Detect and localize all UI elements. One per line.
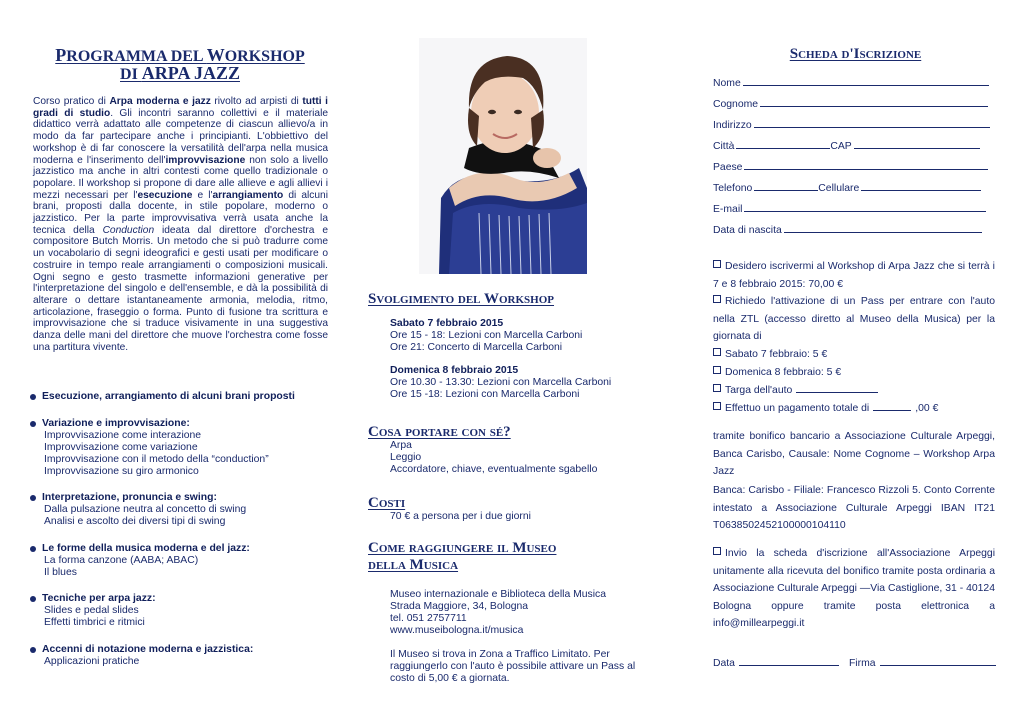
program-item-title: Esecuzione, arrangiamento di alcuni brani proposti [42, 391, 295, 402]
field-label: CAP [830, 141, 852, 152]
checkbox-icon[interactable] [713, 366, 721, 374]
checkbox-icon[interactable] [713, 402, 721, 410]
intro-text: . Gli incontri saranno collettivi e il materiale didattico verrà adattato alle competenze di ciascun allievo/a in modo da far partecipare anche i principianti. L'obbiettivo del workshop è di far conoscere la versatilità dell'arpa nella musica moderna e l'inserimento dell' [33, 107, 328, 166]
field-label: E-mail [713, 204, 743, 215]
phone-input-line[interactable] [754, 181, 818, 191]
title-text: ARPA JAZZ [141, 63, 240, 83]
field-label: Data di nascita [713, 225, 782, 236]
email-input-line[interactable] [744, 202, 986, 212]
option-text: Effettuo un pagamento totale di [725, 403, 870, 414]
museum-address [390, 589, 675, 637]
schedule-line: Ore 15 - 18: Lezioni con Marcella Carboni [390, 330, 583, 341]
program-item [30, 391, 330, 403]
schedule-heading: Svolgimento del Workshop [368, 291, 555, 307]
schedule-line: Ore 21: Concerto di Marcella Carboni [390, 342, 563, 353]
country-field[interactable] [713, 160, 988, 174]
program-item [30, 593, 330, 629]
program-item [30, 418, 330, 478]
intro-bold: tutti i gradi di studio [33, 96, 328, 119]
ztl-line: raggiungerlo con l'auto è possibile attivare un Pass al [390, 661, 636, 672]
field-label: Paese [713, 162, 743, 173]
send-option[interactable] [713, 545, 995, 633]
program-item-title: Le forme della musica moderna e del jazz: [42, 543, 250, 554]
costs-heading: Costi [368, 495, 406, 511]
what-to-bring-list [390, 440, 675, 476]
program-subitem: Analisi e ascolto dei diversi tipi di swing [44, 516, 226, 527]
program-item-title: Accenni di notazione moderna e jazzistica: [42, 644, 254, 655]
address-field[interactable] [713, 118, 990, 132]
field-label: Indirizzo [713, 120, 752, 131]
bank-transfer-text: tramite bonifico bancario a Associazione Culturale Arpeggi, Banca Carisbo, Causale: Nome Cognome – Workshop Arpa Jazz [713, 431, 995, 478]
program-subitem: Applicazioni pratiche [44, 656, 140, 667]
field-label: Telefono [713, 183, 753, 194]
schedule-line: Ore 15 -18: Lezioni con Marcella Carboni [390, 389, 580, 400]
intro-bold: Arpa moderna e jazz [109, 96, 211, 107]
intro-text: di alcuni brani, proposti dalla docente, in stile popolare, moderno o jazzistico. Per la parte improvvisativa verrà usata anche la tecnica della [33, 189, 328, 236]
bank-details-text: Banca: Carisbo - Filiale: Francesco Rizzoli 5. Conto Corrente intestato a Associazione Culturale Arpeggi IBAN IT21 T0638502452100000104110 [713, 485, 995, 532]
intro-bold: arrangiamento [212, 189, 284, 201]
payment-option[interactable] [713, 400, 995, 418]
program-title [30, 47, 330, 83]
what-to-bring-heading: Cosa portare con sé? [368, 424, 511, 440]
program-item-title: Tecniche per arpa jazz: [42, 593, 156, 604]
checkbox-icon[interactable] [713, 348, 721, 356]
field-label: Data [713, 658, 735, 669]
surname-field[interactable] [713, 97, 988, 111]
schedule-sunday [390, 365, 675, 401]
signature-row[interactable] [713, 656, 996, 670]
email-field[interactable] [713, 202, 986, 216]
ztl-line: Il Museo si trova in Zona a Traffico Limitato. Per [390, 649, 610, 660]
amount-input-line[interactable] [873, 401, 911, 411]
field-label: Firma [848, 658, 876, 669]
name-input-line[interactable] [743, 76, 989, 86]
address-line: tel. 051 2757711 [390, 613, 467, 624]
intro-bold: esecuzione [137, 189, 193, 201]
intro-text: Corso pratico di [33, 96, 110, 107]
option-text: ,00 € [915, 403, 939, 414]
checkbox-icon[interactable] [713, 295, 721, 303]
option-text: Sabato 7 febbraio: 5 € [725, 349, 828, 360]
schedule-saturday [390, 318, 675, 354]
schedule-line: Ore 10.30 - 13.30: Lezioni con Marcella Carboni [390, 377, 612, 388]
saturday-pass-option[interactable] [713, 346, 995, 364]
intro-text: rivolto ad arpisti di [210, 96, 303, 107]
program-subitem: Dalla pulsazione neutra al concetto di swing [44, 504, 247, 515]
option-text: Invio la scheda d'iscrizione all'Associazione Arpeggi unitamente alla ricevuta del bonifico tramite posta ordinaria a Associazione Culturale Arpeggi —Via Castiglione, 31 - 40124 Bologna oppure tramite posta elettronica a info@millearpeggi.it [713, 548, 995, 630]
intro-bold: improvvisazione [165, 154, 246, 166]
city-input-line[interactable] [736, 139, 830, 149]
registration-title: Scheda d'Iscrizione [789, 46, 922, 62]
country-input-line[interactable] [744, 160, 988, 170]
field-label: Cellulare [818, 183, 860, 194]
directions-heading-line: Come raggiungere il Museo [368, 540, 557, 556]
program-subitem: La forma canzone (AABA; ABAC) [44, 555, 199, 566]
program-subitem: Improvvisazione con il metodo della “conduction” [44, 454, 269, 465]
program-subitem: Improvvisazione su giro armonico [44, 466, 199, 477]
saturday-title: Sabato 7 febbraio 2015 [390, 318, 504, 329]
option-text: Desidero iscrivermi al Workshop di Arpa Jazz che si terrà i 7 e 8 febbraio 2015: 70,00 € [713, 261, 995, 290]
signature-input-line[interactable] [880, 656, 996, 666]
bullet-icon [30, 647, 36, 653]
pass-option[interactable] [713, 293, 995, 346]
sunday-pass-option[interactable] [713, 364, 995, 382]
birthdate-field[interactable] [713, 223, 982, 237]
address-line: Museo internazionale e Biblioteca della Musica [390, 589, 607, 600]
program-subitem: Improvvisazione come interazione [44, 430, 202, 441]
program-item-title: Variazione e improvvisazione: [42, 418, 190, 429]
title-text: P [55, 45, 67, 65]
intro-italic: Conduction [102, 224, 155, 236]
intro-text: ideata dal direttore d'orchestra e compositore Butch Morris. Un metodo che si può tradurre come un vocabolario di segni ideografici e gesti usati per modificare o costruire in tempo reale arrangiamenti o composizioni musicali. Ogni segno e gesto trasmette informazioni generative per l'interpretazione del singolo e dell'ensemble, e dà la possibilità di alterare o dettare istantaneamente armonia, melodia, ritmo, articolazione, fraseggio o forma. Punto di fusione tra scrittura e improvvisazione che si traduce visivamente in una suggestiva danza delle mani del direttore che muove l'orchestra come fosse una partitura vivente. [33, 224, 329, 353]
field-label: Nome [713, 78, 741, 89]
program-subitem: Improvvisazione come variazione [44, 442, 198, 453]
intro-text: non solo a livello jazzistico ma anche in altri contesti come quello tradizionale o popolare. Il workshop si propone di dare alle allieve e agli allievi i mezzi necessari per l' [33, 154, 328, 201]
bullet-icon [30, 596, 36, 602]
intro-text: e l' [192, 189, 213, 201]
mobile-input-line[interactable] [861, 181, 981, 191]
program-item-title: Interpretazione, pronuncia e swing: [42, 492, 217, 503]
option-text: Richiedo l'attivazione di un Pass per entrare con l'auto nella ZTL (accesso diretto al Museo della Musica) per la giornata di [713, 296, 995, 343]
address-input-line[interactable] [754, 118, 990, 128]
phone-field[interactable] [713, 181, 981, 195]
checkbox-icon[interactable] [713, 547, 721, 555]
title-text: W [206, 45, 225, 65]
title-text: DI [120, 66, 142, 83]
harpist-illustration [419, 38, 587, 274]
title-text: ORKSHOP [224, 48, 305, 65]
title-text: ROGRAMMA DEL [66, 48, 207, 65]
program-item [30, 644, 330, 668]
ztl-note [390, 649, 675, 685]
field-label: Città [713, 141, 735, 152]
plate-option[interactable] [713, 382, 995, 400]
bullet-icon [30, 421, 36, 427]
birthdate-input-line[interactable] [784, 223, 982, 233]
checkbox-icon[interactable] [713, 260, 721, 268]
bring-item: Leggio [390, 452, 422, 463]
cap-input-line[interactable] [854, 139, 980, 149]
option-text: Targa dell'auto [725, 385, 793, 396]
ztl-line: costo di 5,00 € a giornata. [390, 673, 510, 684]
program-item [30, 492, 330, 528]
city-field[interactable] [713, 139, 980, 153]
enroll-option[interactable] [713, 258, 995, 293]
name-field[interactable] [713, 76, 989, 90]
field-label: Cognome [713, 99, 759, 110]
surname-input-line[interactable] [760, 97, 988, 107]
sunday-title: Domenica 8 febbraio 2015 [390, 365, 519, 376]
bullet-icon [30, 394, 36, 400]
bullet-icon [30, 546, 36, 552]
costs-text: 70 € a persona per i due giorni [390, 511, 531, 522]
harpist-photo [419, 38, 587, 274]
museum-website-link[interactable]: www.museibologna.it/musica [390, 625, 524, 636]
program-subitem: Slides e pedal slides [44, 605, 139, 616]
bring-item: Arpa [390, 440, 412, 451]
directions-heading [368, 540, 668, 574]
program-item [30, 543, 330, 579]
bring-item: Accordatore, chiave, eventualmente sgabello [390, 464, 598, 475]
plate-input-line[interactable] [796, 383, 878, 393]
address-line: Strada Maggiore, 34, Bologna [390, 601, 529, 612]
bullet-icon [30, 495, 36, 501]
program-subitem: Il blues [44, 567, 77, 578]
option-text: Domenica 8 febbraio: 5 € [725, 367, 842, 378]
program-subitem: Effetti timbrici e ritmici [44, 617, 145, 628]
checkbox-icon[interactable] [713, 384, 721, 392]
date-input-line[interactable] [739, 656, 839, 666]
directions-heading-line: della Musica [368, 557, 459, 573]
program-description [33, 96, 328, 353]
